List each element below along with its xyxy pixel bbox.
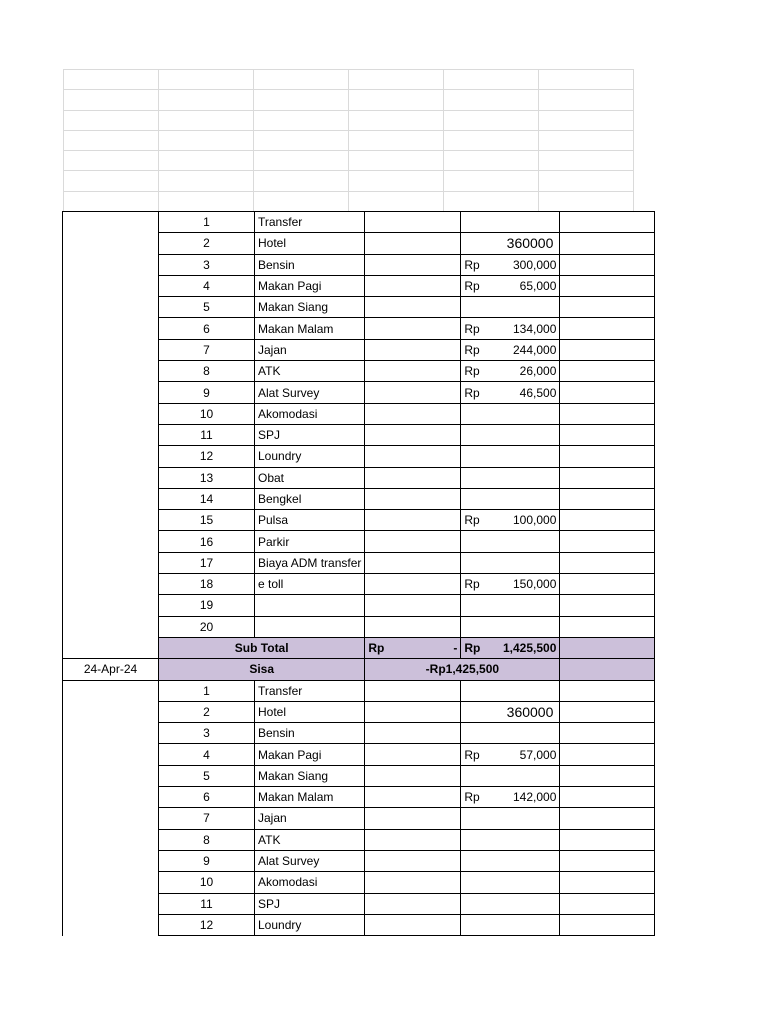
empty-cell[interactable] [349,151,444,171]
empty-cell[interactable] [254,110,349,130]
expense-item[interactable]: Akomodasi [255,403,365,424]
empty-cell[interactable] [254,90,349,110]
empty-grid-row [64,191,634,211]
budget-cell[interactable] [365,424,461,445]
expense-item[interactable]: Pulsa [255,510,365,531]
row-number[interactable]: 15 [159,510,255,531]
note-cell[interactable] [560,297,655,318]
expense-item[interactable]: Bengkel [255,488,365,509]
expense-item[interactable] [255,595,365,616]
expense-table [62,211,655,936]
row-number[interactable]: 19 [159,595,255,616]
empty-cell[interactable] [64,110,159,130]
expense-item[interactable]: Akomodasi [255,872,365,893]
currency-label: Rp [464,385,480,400]
row-number[interactable]: 11 [159,893,255,914]
empty-grid-rows [63,69,634,212]
budget-cell[interactable] [365,297,461,318]
expense-item[interactable]: Makan Pagi [255,275,365,296]
empty-cell[interactable] [444,110,539,130]
empty-grid-row [64,171,634,191]
amount-cell[interactable] [461,361,560,382]
budget-cell[interactable] [365,403,461,424]
note-cell[interactable] [560,275,655,296]
empty-grid-row [64,90,634,110]
amount-number: 1,425,500 [502,641,557,656]
expense-item[interactable]: Alat Survey [255,850,365,871]
budget-cell[interactable] [365,701,461,722]
row-number[interactable]: 10 [159,872,255,893]
empty-cell[interactable] [349,191,444,211]
row-number[interactable]: 3 [159,254,255,275]
empty-grid-row [64,110,634,130]
amount-number: 57,000 [519,747,557,762]
row-number[interactable]: 4 [159,275,255,296]
note-cell[interactable] [560,552,655,573]
amount-cell[interactable] [461,275,560,296]
expense-item[interactable]: Bensin [255,254,365,275]
amount-cell[interactable] [461,872,560,893]
empty-cell[interactable] [349,171,444,191]
row-number[interactable]: 12 [159,914,255,935]
amount-number: 100,000 [512,513,557,528]
expense-item[interactable]: Makan Pagi [255,744,365,765]
note-cell[interactable] [560,914,655,935]
empty-cell[interactable] [254,70,349,90]
currency-label: Rp [464,641,481,656]
amount-cell[interactable] [461,808,560,829]
row-number[interactable]: 13 [159,467,255,488]
expense-item[interactable] [255,616,365,637]
budget-cell[interactable] [365,382,461,403]
row-number[interactable]: 1 [159,212,255,233]
budget-cell[interactable] [365,595,461,616]
expense-item[interactable]: Alat Survey [255,382,365,403]
currency-label: Rp [368,641,385,656]
row-number[interactable]: 2 [159,233,255,254]
empty-cell[interactable] [159,151,254,171]
budget-cell[interactable] [365,275,461,296]
note-cell[interactable] [560,808,655,829]
sisa-label[interactable]: Sisa [159,659,365,680]
amount-value [464,748,556,762]
row-number[interactable]: 20 [159,616,255,637]
row-number[interactable]: 16 [159,531,255,552]
subtotal-amount-value [464,641,556,655]
budget-cell[interactable] [365,361,461,382]
budget-cell[interactable] [365,723,461,744]
currency-label: Rp [464,257,480,272]
amount-value [464,577,556,591]
empty-cell[interactable] [254,130,349,150]
note-cell[interactable] [560,467,655,488]
amount-cell[interactable] [461,339,560,360]
row-number[interactable]: 17 [159,552,255,573]
amount-cell[interactable] [461,446,560,467]
expense-item[interactable]: Loundry [255,446,365,467]
empty-cell[interactable] [539,171,634,191]
note-cell[interactable] [560,872,655,893]
budget-cell[interactable] [365,850,461,871]
budget-cell[interactable] [365,680,461,701]
note-cell[interactable] [560,723,655,744]
amount-value [464,258,556,272]
budget-cell[interactable] [365,254,461,275]
note-cell[interactable] [560,680,655,701]
expense-item[interactable]: Transfer [255,212,365,233]
amount-number: 26,000 [519,364,557,379]
empty-cell[interactable] [349,90,444,110]
budget-cell[interactable] [365,339,461,360]
note-cell[interactable] [560,531,655,552]
empty-cell[interactable] [349,70,444,90]
note-cell[interactable] [560,488,655,509]
expense-item[interactable]: Makan Siang [255,765,365,786]
empty-cell[interactable] [254,151,349,171]
amount-number: 150,000 [512,577,557,592]
expense-item[interactable]: Loundry [255,914,365,935]
expense-item[interactable]: Biaya ADM transfer [255,552,365,573]
amount-value [464,322,556,336]
amount-cell[interactable] [461,403,560,424]
empty-cell[interactable] [159,110,254,130]
expense-item[interactable]: Hotel [255,701,365,722]
row-number[interactable]: 7 [159,808,255,829]
amount-number: - [453,641,458,656]
amount-cell[interactable] [461,680,560,701]
note-cell[interactable] [560,361,655,382]
sisa-row [63,659,655,680]
amount-number: 244,000 [512,342,557,357]
amount-cell[interactable] [461,829,560,850]
note-cell[interactable] [560,233,655,254]
subtotal-note[interactable] [560,637,655,658]
budget-cell[interactable] [365,893,461,914]
budget-cell[interactable] [365,467,461,488]
note-cell[interactable] [560,318,655,339]
amount-cell[interactable] [461,893,560,914]
row-number[interactable]: 7 [159,339,255,360]
row-number[interactable]: 14 [159,488,255,509]
note-cell[interactable] [560,424,655,445]
amount-number: 134,000 [512,321,557,336]
budget-cell[interactable] [365,744,461,765]
date-label[interactable]: 24-Apr-24 [63,659,159,680]
expense-item[interactable]: Hotel [255,233,365,254]
row-number[interactable]: 18 [159,574,255,595]
note-cell[interactable] [560,446,655,467]
amount-cell[interactable] [461,552,560,573]
empty-cell[interactable] [539,191,634,211]
amount-cell[interactable] [461,318,560,339]
empty-cell[interactable] [349,110,444,130]
empty-cell[interactable] [349,130,444,150]
empty-cell[interactable] [444,151,539,171]
amount-number: 300,000 [512,257,557,272]
amount-cell[interactable] [461,254,560,275]
row-number[interactable]: 6 [159,787,255,808]
date-cell-section-2[interactable] [63,680,159,936]
empty-cell[interactable] [64,70,159,90]
budget-cell[interactable] [365,488,461,509]
subtotal-label[interactable]: Sub Total [159,637,365,658]
expense-item[interactable]: Makan Malam [255,787,365,808]
empty-cell[interactable] [64,171,159,191]
expense-row [63,680,655,701]
note-cell[interactable] [560,616,655,637]
row-number[interactable]: 5 [159,765,255,786]
budget-cell[interactable] [365,552,461,573]
row-number[interactable]: 8 [159,829,255,850]
budget-cell[interactable] [365,872,461,893]
empty-cell[interactable] [64,191,159,211]
expense-item[interactable]: Jajan [255,339,365,360]
note-cell[interactable] [560,212,655,233]
empty-cell[interactable] [539,70,634,90]
row-number[interactable]: 3 [159,723,255,744]
row-number[interactable]: 12 [159,446,255,467]
note-cell[interactable] [560,744,655,765]
empty-cell[interactable] [539,151,634,171]
row-number[interactable]: 11 [159,424,255,445]
currency-label: Rp [464,364,480,379]
empty-cell[interactable] [444,70,539,90]
currency-label: Rp [464,790,480,805]
currency-label: Rp [464,279,480,294]
amount-number: 65,000 [519,279,557,294]
subtotal-amount[interactable] [461,637,560,658]
sisa-note[interactable] [560,659,655,680]
expense-item[interactable]: Jajan [255,808,365,829]
amount-value [464,513,556,527]
budget-cell[interactable] [365,808,461,829]
expense-row [63,212,655,233]
amount-value [464,343,556,357]
date-cell-section-1[interactable] [63,212,159,659]
note-cell[interactable] [560,339,655,360]
amount-cell[interactable] [461,616,560,637]
budget-cell[interactable] [365,829,461,850]
row-number[interactable]: 4 [159,744,255,765]
amount-cell[interactable] [461,297,560,318]
empty-cell[interactable] [444,171,539,191]
empty-grid-row [64,151,634,171]
budget-cell[interactable] [365,765,461,786]
budget-cell[interactable] [365,787,461,808]
amount-cell[interactable] [461,765,560,786]
amount-cell[interactable] [461,850,560,871]
currency-label: Rp [464,747,480,762]
expense-item[interactable]: Makan Malam [255,318,365,339]
subtotal-budget[interactable] [365,637,461,658]
currency-label: Rp [464,513,480,528]
currency-label: Rp [464,321,480,336]
empty-cell[interactable] [539,130,634,150]
note-cell[interactable] [560,382,655,403]
empty-cell[interactable] [254,171,349,191]
amount-cell[interactable] [461,744,560,765]
amount-cell[interactable] [461,488,560,509]
budget-cell[interactable] [365,616,461,637]
row-number[interactable]: 2 [159,701,255,722]
row-number[interactable]: 9 [159,850,255,871]
row-number[interactable]: 1 [159,680,255,701]
amount-cell[interactable] [461,574,560,595]
subtotal-budget-value [368,641,457,655]
amount-number: 46,500 [519,385,557,400]
row-number[interactable]: 8 [159,361,255,382]
expense-item[interactable]: SPJ [255,424,365,445]
empty-cell[interactable] [539,90,634,110]
amount-cell[interactable] [461,467,560,488]
note-cell[interactable] [560,595,655,616]
budget-cell[interactable] [365,446,461,467]
empty-cell[interactable] [444,90,539,110]
row-number[interactable]: 5 [159,297,255,318]
amount-cell[interactable] [461,212,560,233]
note-cell[interactable] [560,765,655,786]
empty-grid-row [64,70,634,90]
empty-cell[interactable] [539,110,634,130]
expense-item[interactable]: SPJ [255,893,365,914]
empty-cell[interactable] [159,130,254,150]
amount-value [464,790,556,804]
expense-item[interactable]: ATK [255,361,365,382]
amount-cell[interactable] [461,510,560,531]
empty-cell[interactable] [444,191,539,211]
currency-label: Rp [464,342,480,357]
budget-cell[interactable] [365,574,461,595]
amount-cell[interactable] [461,914,560,935]
row-number[interactable]: 10 [159,403,255,424]
budget-cell[interactable] [365,914,461,935]
amount-number: 142,000 [512,790,557,805]
amount-cell[interactable] [461,723,560,744]
amount-cell[interactable] [461,424,560,445]
expense-item[interactable]: Parkir [255,531,365,552]
budget-cell[interactable] [365,510,461,531]
amount-cell[interactable] [461,787,560,808]
expense-item[interactable]: ATK [255,829,365,850]
note-cell[interactable] [560,829,655,850]
empty-cell[interactable] [159,191,254,211]
currency-label: Rp [464,577,480,592]
budget-cell[interactable] [365,212,461,233]
amount-cell[interactable]: 360000 [461,701,560,722]
budget-cell[interactable] [365,318,461,339]
empty-cell[interactable] [64,151,159,171]
amount-cell[interactable]: 360000 [461,233,560,254]
budget-cell[interactable] [365,531,461,552]
expense-item[interactable]: Obat [255,467,365,488]
note-cell[interactable] [560,574,655,595]
expense-item[interactable]: Bensin [255,723,365,744]
note-cell[interactable] [560,893,655,914]
note-cell[interactable] [560,850,655,871]
amount-value [464,364,556,378]
budget-cell[interactable] [365,233,461,254]
note-cell[interactable] [560,510,655,531]
amount-value [464,279,556,293]
expense-item[interactable]: Transfer [255,680,365,701]
row-number[interactable]: 9 [159,382,255,403]
empty-cell[interactable] [64,130,159,150]
empty-cell[interactable] [159,70,254,90]
amount-cell[interactable] [461,531,560,552]
amount-value [464,386,556,400]
empty-cell[interactable] [444,130,539,150]
amount-cell[interactable] [461,595,560,616]
empty-cell[interactable] [159,90,254,110]
note-cell[interactable] [560,254,655,275]
empty-cell[interactable] [64,90,159,110]
expense-item[interactable]: Makan Siang [255,297,365,318]
sisa-value[interactable]: -Rp1,425,500 [365,659,560,680]
note-cell[interactable] [560,403,655,424]
expense-item[interactable]: e toll [255,574,365,595]
note-cell[interactable] [560,787,655,808]
row-number[interactable]: 6 [159,318,255,339]
amount-cell[interactable] [461,382,560,403]
empty-cell[interactable] [159,171,254,191]
note-cell[interactable] [560,701,655,722]
empty-grid-row [64,130,634,150]
empty-cell[interactable] [254,191,349,211]
